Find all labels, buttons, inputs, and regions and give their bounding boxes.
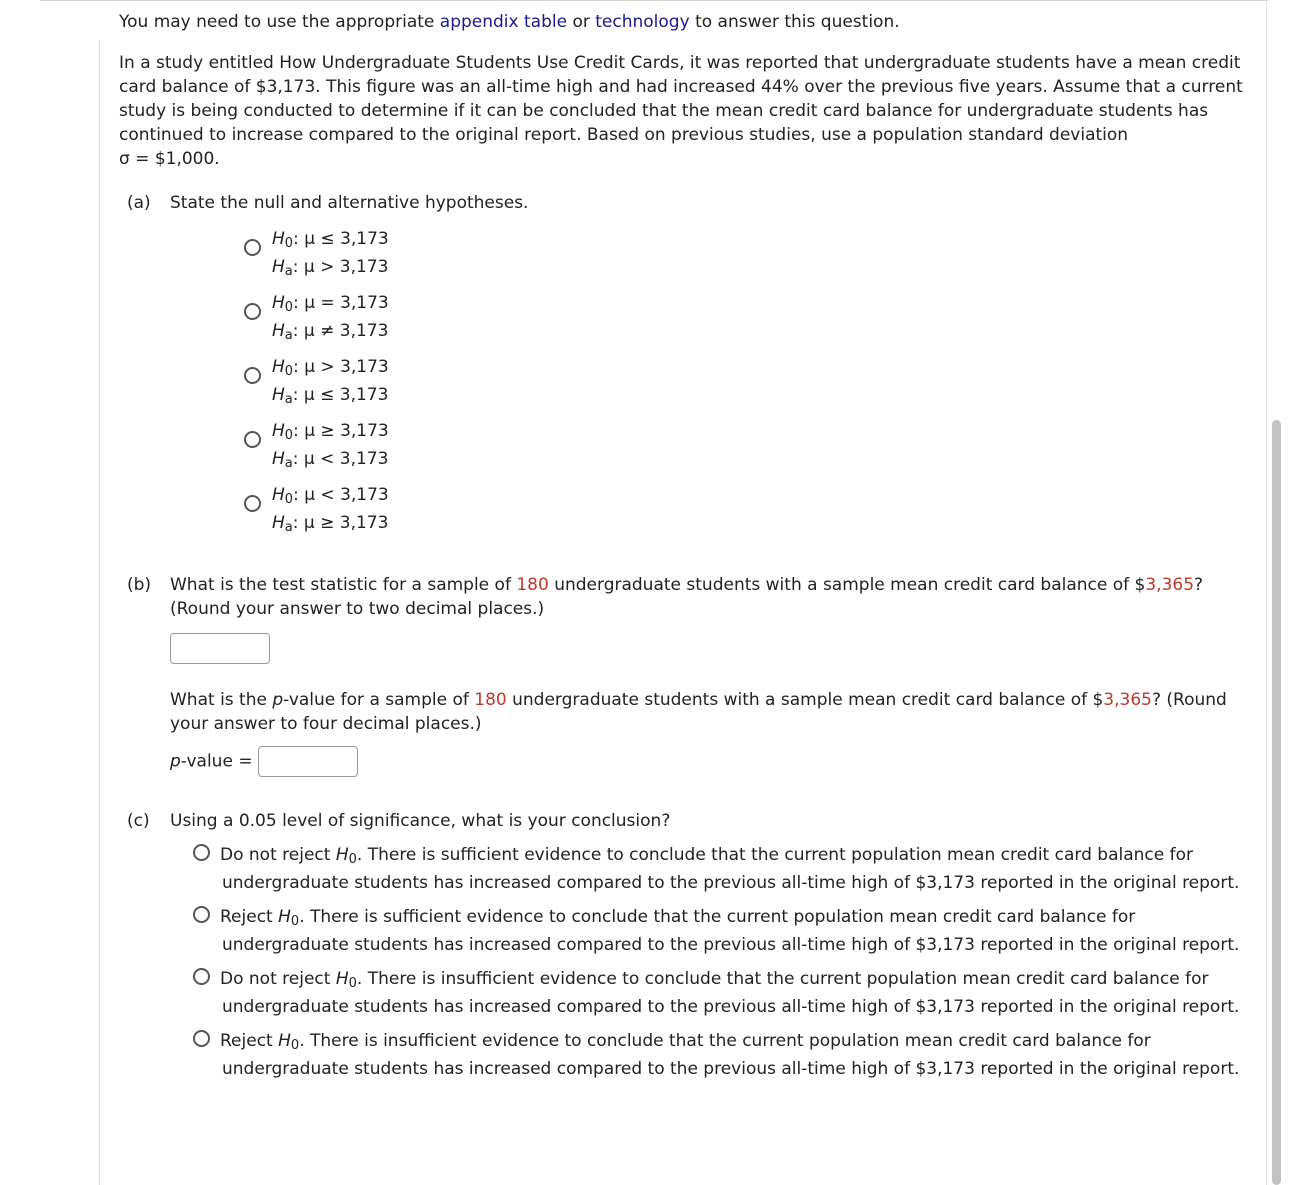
- test-statistic-question: What is the test statistic for a sample of 180 undergraduate students with a sample mean credit card balance of $3,365? (Round your answer to two decimal places.): [170, 575, 1204, 619]
- part-c-label: (c): [127, 811, 150, 831]
- part-a-question: State the null and alternative hypotheses.: [170, 193, 529, 213]
- hypothesis-option-2[interactable]: [170, 289, 1254, 353]
- hypothesis-option-1[interactable]: [170, 225, 1254, 289]
- instruction-line: You may need to use the appropriate appendix table or technology to answer this question.: [119, 12, 900, 32]
- appendix-table-link[interactable]: appendix table: [439, 12, 568, 32]
- sample-mean: 3,365: [1103, 690, 1152, 710]
- alt-hypothesis: $H_a$: μ < 3,173: [272, 449, 389, 471]
- radio-button[interactable]: [193, 844, 210, 861]
- p-value-input[interactable]: [258, 746, 358, 777]
- sample-size: 180: [516, 575, 549, 595]
- left-border: [99, 40, 100, 1185]
- null-hypothesis: $H_0$: μ = 3,173: [272, 293, 389, 315]
- p-value-question: What is the p-value for a sample of 180 undergraduate students with a sample mean credit card balance of $3,365? (Round your answer to four decimal places.): [170, 690, 1227, 734]
- radio-button[interactable]: [244, 431, 261, 448]
- right-border: [1266, 0, 1267, 1185]
- null-hypothesis: $H_0$: μ ≤ 3,173: [272, 229, 389, 251]
- problem-intro: In a study entitled How Undergraduate Students Use Credit Cards, it was reported that undergraduate students have a mean credit card balance of $3,173. This figure was an all-time high and had increased 44% over the previous five years. Assume that a current study is being conducted to determine if it can be concluded that the mean credit card balance for undergraduate students has continued to increase compared to the original report. Based on previous studies, use a population standard deviation: [119, 53, 1243, 145]
- null-hypothesis: $H_0$: μ ≥ 3,173: [272, 421, 389, 443]
- test-statistic-input[interactable]: [170, 633, 270, 664]
- p-value-row: p-value =: [170, 746, 1254, 777]
- radio-button[interactable]: [193, 1030, 210, 1047]
- part-a-label: (a): [127, 193, 151, 213]
- null-hypothesis: $H_0$: μ > 3,173: [272, 357, 389, 379]
- part-a: [119, 191, 1254, 545]
- radio-button[interactable]: [244, 495, 261, 512]
- technology-link[interactable]: technology: [595, 12, 690, 32]
- part-c: [119, 809, 1254, 1081]
- part-c-question: Using a 0.05 level of significance, what is your conclusion?: [170, 811, 671, 831]
- hypothesis-option-3[interactable]: [170, 353, 1254, 417]
- hypothesis-option-4[interactable]: [170, 417, 1254, 481]
- alt-hypothesis: $H_a$: μ ≥ 3,173: [272, 513, 389, 535]
- sample-mean: 3,365: [1145, 575, 1195, 595]
- sigma-line: σ = $1,000.: [119, 149, 220, 169]
- scrollbar-thumb[interactable]: [1272, 420, 1281, 1185]
- alt-hypothesis: $H_a$: μ ≠ 3,173: [272, 321, 389, 343]
- conclusion-option-2[interactable]: Reject $H_0$. There is sufficient evidence to conclude that the current population mean credit card balance for undergraduate students has increased compared to the previous all-time high of $3,173 reported in the original report.: [170, 903, 1254, 957]
- alt-hypothesis: $H_a$: μ > 3,173: [272, 257, 389, 279]
- top-border: [40, 0, 1268, 1]
- radio-button[interactable]: [193, 906, 210, 923]
- radio-button[interactable]: [193, 968, 210, 985]
- radio-button[interactable]: [244, 239, 261, 256]
- radio-button[interactable]: [244, 303, 261, 320]
- part-b-label: (b): [127, 575, 152, 595]
- p-value-label: -value =: [180, 751, 253, 772]
- conclusion-option-1[interactable]: Do not reject $H_0$. There is sufficient evidence to conclude that the current population mean credit card balance for undergraduate students has increased compared to the previous all-time high of $3,173 reported in the original report.: [170, 841, 1254, 895]
- conclusion-option-4[interactable]: Reject $H_0$. There is insufficient evidence to conclude that the current population mean credit card balance for undergraduate students has increased compared to the previous all-time high of $3,173 reported in the original report.: [170, 1027, 1254, 1081]
- null-hypothesis: $H_0$: μ < 3,173: [272, 485, 389, 507]
- part-b: [119, 573, 1254, 777]
- hypothesis-option-5[interactable]: [170, 481, 1254, 545]
- conclusion-option-3[interactable]: Do not reject $H_0$. There is insufficient evidence to conclude that the current population mean credit card balance for undergraduate students has increased compared to the previous all-time high of $3,173 reported in the original report.: [170, 965, 1254, 1019]
- alt-hypothesis: $H_a$: μ ≤ 3,173: [272, 385, 389, 407]
- sample-size: 180: [474, 690, 507, 710]
- question-content: [119, 10, 1254, 1081]
- radio-button[interactable]: [244, 367, 261, 384]
